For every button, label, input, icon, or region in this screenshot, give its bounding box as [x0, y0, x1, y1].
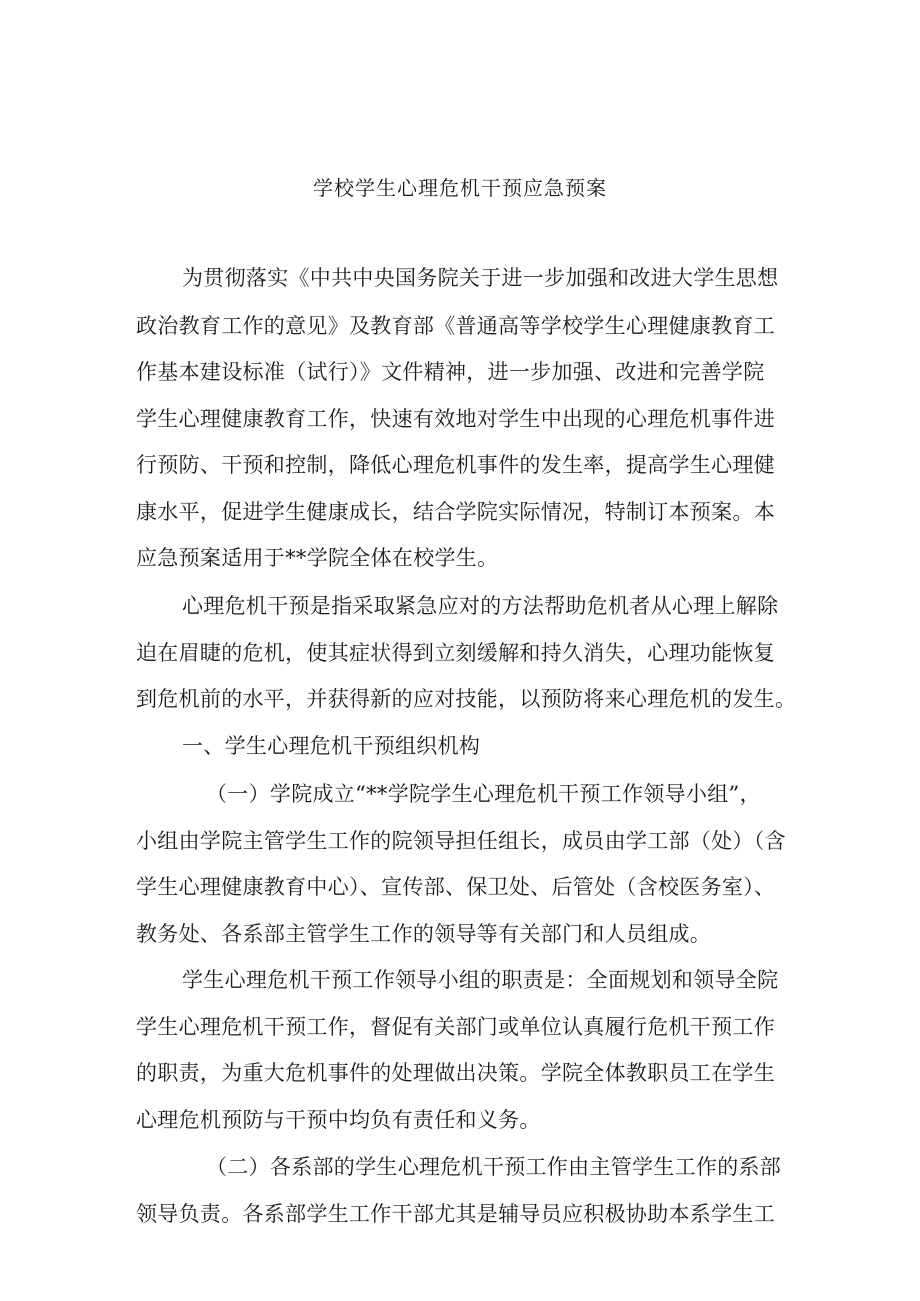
paragraph-line: （一）学院成立“**学院学生心理危机干预工作领导小组”，: [206, 782, 761, 806]
paragraph-line: 学生心理健康教育工作，快速有效地对学生中出现的心理危机事件进: [136, 407, 775, 431]
paragraph-line: 康水平，促进学生健康成长，结合学院实际情况，特制订本预案。本: [136, 500, 775, 524]
paragraph-line: 迫在眉睫的危机，使其症状得到立刻缓解和持久消失，心理功能恢复: [136, 641, 775, 665]
paragraph-line: （二）各系部的学生心理危机干预工作由主管学生工作的系部: [206, 1155, 782, 1179]
paragraph-line: 学生心理健康教育中心）、宣传部、保卫处、后管处（含校医务室）、: [136, 875, 776, 899]
document-title: 学校学生心理危机干预应急预案: [313, 176, 607, 200]
paragraph-line: 到危机前的水平，并获得新的应对技能，以预防将来心理危机的发生。: [136, 687, 797, 711]
paragraph-line: 心理危机干预是指采取紧急应对的方法帮助危机者从心理上解除: [182, 594, 779, 618]
paragraph-line: 教务处、各系部主管学生工作的领导等有关部门和人员组成。: [136, 922, 712, 946]
paragraph-line: 作基本建设标准（试行）》文件精神，进一步加强、改进和完善学院: [136, 360, 765, 384]
paragraph-line: 的职责，为重大危机事件的处理做出决策。学院全体教职员工在学生: [136, 1061, 775, 1085]
paragraph-line: 小组由学院主管学生工作的院领导担任组长，成员由学工部（处）（含: [136, 829, 786, 853]
paragraph-line: 心理危机预防与干预中均负有责任和义务。: [136, 1108, 541, 1132]
paragraph-line: 学生心理危机干预工作领导小组的职责是：全面规划和领导全院: [182, 968, 779, 992]
paragraph-line: 行预防、干预和控制，降低心理危机事件的发生率，提高学生心理健: [136, 453, 775, 477]
paragraph-line: 政治教育工作的意见》及教育部《普通高等学校学生心理健康教育工: [136, 314, 775, 338]
paragraph-line: 应急预案适用于**学院全体在校学生。: [136, 546, 499, 570]
paragraph-line: 学生心理危机干预工作，督促有关部门或单位认真履行危机干预工作: [136, 1015, 775, 1039]
paragraph-line: 领导负责。各系部学生工作干部尤其是辅导员应积极协助本系学生工: [136, 1202, 775, 1226]
section-heading: 一、学生心理危机干预组织机构: [182, 734, 481, 758]
paragraph-line: 为贯彻落实《中共中央国务院关于进一步加强和改进大学生思想: [182, 266, 779, 290]
